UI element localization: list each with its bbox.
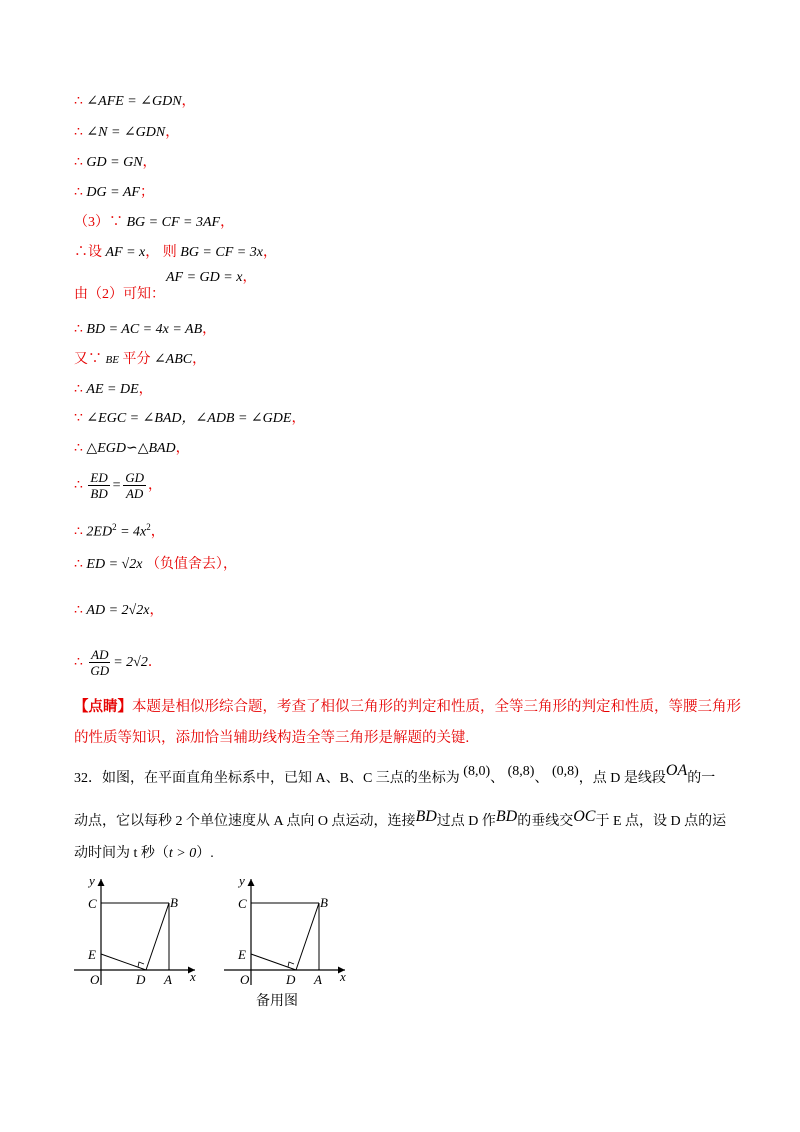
math-expr: ∠EGC = ∠BAD，∠ADB = ∠GDE	[86, 411, 292, 426]
step-line-3	[74, 154, 157, 172]
right-angle-mark	[288, 962, 294, 967]
punct: ，	[192, 352, 207, 367]
label-o: O	[90, 972, 100, 987]
comment-line-1	[74, 698, 741, 716]
punct: ，	[220, 215, 235, 230]
therefore-symbol: ∴	[74, 655, 83, 670]
figure-backup	[220, 873, 360, 993]
punct: ，	[145, 245, 160, 260]
comment-tag: 【点睛】	[74, 699, 132, 715]
problem-text: ）.	[196, 846, 214, 861]
caption-text: 备用图	[256, 994, 298, 1009]
punct: ，	[262, 245, 277, 260]
punct: ，	[138, 382, 153, 397]
segment-bd	[146, 903, 169, 970]
superscript: 2	[112, 522, 117, 532]
part3-line	[74, 214, 234, 232]
step2-line-5	[74, 440, 190, 458]
math-expr: AD = 2√2x	[86, 603, 150, 618]
step-line-1	[74, 93, 196, 111]
right-angle-mark	[138, 962, 144, 967]
because-symbol: ∵	[109, 215, 123, 230]
segment-oa: OA	[665, 762, 688, 779]
math-expr: GD = GN	[86, 155, 143, 170]
step2-line-1	[74, 321, 216, 339]
label-x: x	[190, 969, 196, 984]
figure-caption	[256, 993, 298, 1011]
problem-line-3	[74, 840, 214, 868]
comment-text: 的性质等知识，添加恰当辅助线构造全等三角形是解题的关键.	[74, 730, 470, 746]
sep: 、	[490, 771, 505, 786]
let-line	[74, 244, 277, 262]
math-expr: AF = x	[105, 245, 146, 260]
therefore-symbol: ∴	[74, 441, 83, 456]
punct: ．	[147, 655, 162, 670]
therefore-symbol: ∴	[74, 125, 83, 140]
math-expr: BE	[105, 354, 119, 366]
punct: ，	[202, 322, 217, 337]
label-e: E	[88, 947, 96, 962]
fraction	[88, 470, 109, 501]
therefore-symbol: 又∵	[74, 352, 102, 367]
math-expr: AF = GD = x	[166, 270, 243, 285]
punct: ，	[181, 94, 196, 109]
therefore-symbol: ∴	[74, 603, 83, 618]
therefore-symbol: ∴	[74, 322, 83, 337]
from2-text: 由（2）可知：	[74, 287, 165, 302]
math-expr: DG = AF	[86, 185, 140, 200]
math-expr: 2ED	[86, 524, 113, 540]
label-o: O	[240, 972, 250, 987]
let-word: 设	[88, 245, 102, 260]
equals: =	[111, 478, 122, 493]
label-d: D	[136, 972, 146, 987]
problem-text: ，点 D 是线段	[578, 771, 666, 786]
punct: ，	[150, 524, 165, 540]
numerator: AD	[91, 647, 109, 663]
segment-oc: OC	[573, 808, 596, 825]
math-expr: BG = CF = 3x	[180, 245, 263, 260]
therefore-symbol: ∴	[74, 94, 83, 109]
fraction	[88, 647, 111, 678]
therefore-symbol: ∴	[74, 478, 83, 493]
part-label: （3）	[74, 215, 109, 230]
therefore-symbol: ∴	[74, 557, 83, 572]
math-expr: = 4x	[116, 524, 147, 540]
problem-line-1	[74, 764, 715, 793]
punct: ，	[175, 441, 190, 456]
note-text: （负值舍去）	[145, 557, 223, 572]
label-e: E	[238, 947, 246, 962]
math-expr: = 2√2	[113, 655, 148, 670]
label-x: x	[340, 969, 346, 984]
ed-line	[74, 556, 237, 574]
numerator: GD	[125, 470, 144, 486]
denominator: AD	[125, 486, 144, 502]
step-line-4	[74, 184, 154, 202]
time-condition: t > 0	[168, 846, 197, 861]
therefore-symbol: ∴	[74, 155, 83, 170]
coord-c: (0,8)	[551, 764, 579, 779]
step2-line-4	[74, 410, 305, 428]
math-expr: ∠AFE = ∠GDN	[86, 94, 182, 109]
segment-bd: BD	[415, 808, 437, 825]
punct: ，	[291, 411, 306, 426]
math-expr: ∠ABC	[153, 352, 193, 367]
denominator: BD	[90, 486, 108, 502]
label-y: y	[89, 873, 95, 888]
figure-main	[70, 873, 210, 993]
label-a: A	[314, 972, 322, 987]
punct: ，	[165, 125, 180, 140]
therefore-symbol: ∴	[74, 245, 88, 260]
segment-bd	[296, 903, 319, 970]
therefore-symbol: ∴	[74, 524, 83, 540]
punct: ，	[242, 270, 257, 285]
sep: 、	[534, 771, 549, 786]
label-y: y	[239, 873, 245, 888]
problem-text: 于 E 点，设 D 点的运	[595, 814, 727, 829]
step2-line-2	[74, 351, 206, 369]
label-d: D	[286, 972, 296, 987]
problem-text: 过点 D 作	[436, 814, 496, 829]
problem-line-2	[74, 807, 726, 836]
punct: ，	[222, 557, 237, 572]
label-b: B	[170, 895, 178, 910]
numerator: ED	[90, 470, 108, 486]
fraction	[123, 470, 146, 501]
step2-line-3	[74, 381, 153, 399]
math-expr: ∠N = ∠GDN	[86, 125, 166, 140]
punct: ；	[139, 185, 154, 200]
ad-line	[74, 602, 163, 620]
square-line	[74, 518, 165, 542]
punct: ，	[148, 478, 162, 493]
problem-text: 32．如图，在平面直角坐标系中，已知 A、B、C 三点的坐标为	[74, 771, 460, 786]
final-line	[74, 645, 162, 681]
bisect-word: 平分	[118, 352, 151, 367]
problem-text: 动时间为 t 秒（	[74, 846, 169, 861]
coord-a: (8,0)	[463, 764, 491, 779]
label-c: C	[238, 896, 247, 911]
because-symbol: ∵	[74, 411, 83, 426]
math-expr: BD = AC = 4x = AB	[86, 322, 203, 337]
from2-text-line	[74, 286, 165, 304]
math-expr: AE = DE	[86, 382, 139, 397]
problem-text: 动点，它以每秒 2 个单位速度从 A 点向 O 点运动，连接	[74, 814, 416, 829]
label-b: B	[320, 895, 328, 910]
superscript: 2	[146, 522, 151, 532]
problem-text: 的垂线交	[517, 814, 574, 829]
label-a: A	[164, 972, 172, 987]
label-c: C	[88, 896, 97, 911]
denominator: GD	[90, 663, 110, 679]
coord-b: (8,8)	[507, 764, 535, 779]
math-expr: ED = √2x	[86, 557, 143, 572]
from2-expr-line	[166, 269, 256, 287]
then-word: 则	[162, 245, 177, 260]
comment-line-2	[74, 729, 469, 747]
step-line-2	[74, 124, 179, 142]
therefore-symbol: ∴	[74, 382, 83, 397]
segment-bd: BD	[495, 808, 518, 825]
comment-text: 本题是相似形综合题，考查了相似三角形的判定和性质，全等三角形的判定和性质，等腰三角形	[132, 699, 741, 715]
math-expr: BG = CF = 3AF	[126, 215, 221, 230]
problem-text: 的一	[687, 771, 716, 786]
math-expr: △EGD∽△BAD	[86, 441, 176, 456]
punct: ，	[149, 603, 164, 618]
therefore-symbol: ∴	[74, 185, 83, 200]
ratio-line	[74, 468, 162, 504]
punct: ，	[142, 155, 157, 170]
